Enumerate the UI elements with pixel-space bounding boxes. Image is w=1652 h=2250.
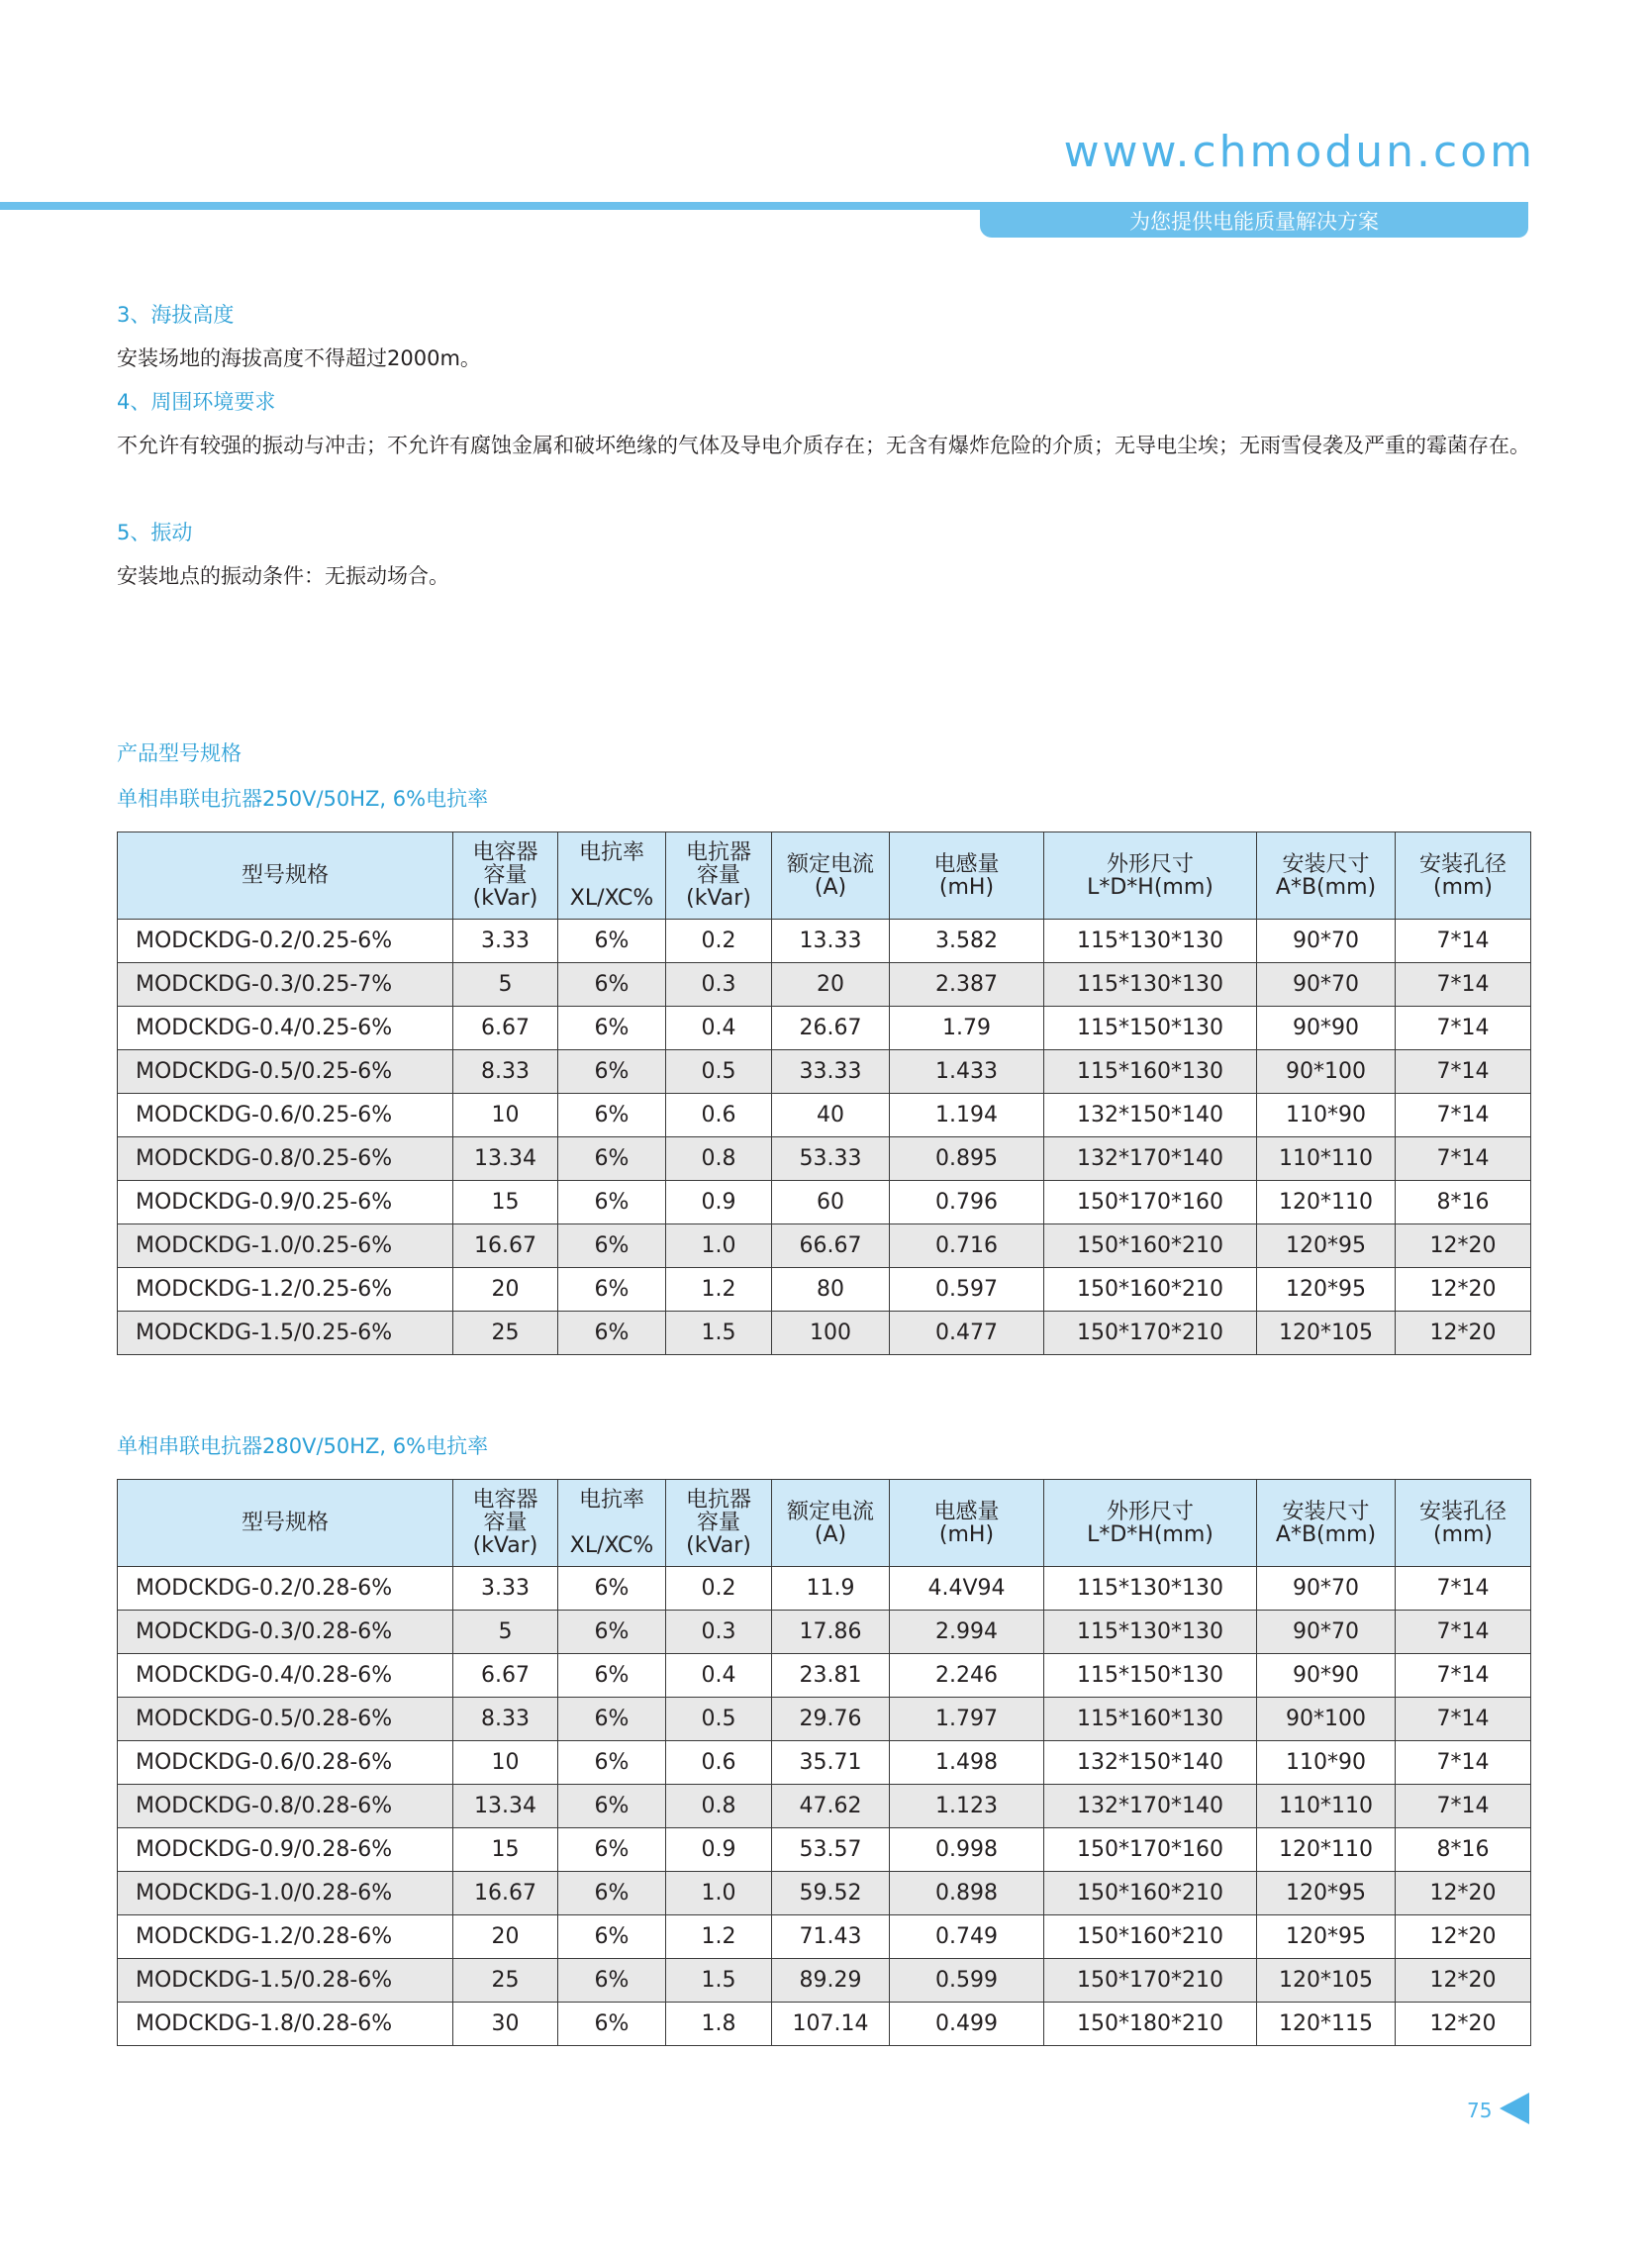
value-cell: 20: [453, 1268, 558, 1312]
value-cell: 1.8: [666, 2003, 772, 2046]
column-header: 型号规格: [118, 1480, 453, 1567]
model-cell: MODCKDG-0.5/0.25-6%: [118, 1050, 453, 1094]
value-cell: 6%: [558, 2003, 666, 2046]
section-body-vibration: 安装地点的振动条件：无振动场合。: [117, 564, 449, 588]
value-cell: 1.2: [666, 1268, 772, 1312]
table-row: [118, 1959, 1531, 2003]
value-cell: 120*105: [1257, 1312, 1396, 1355]
column-header: 电感量 (mH): [890, 1480, 1044, 1567]
value-cell: 6.67: [453, 1007, 558, 1050]
value-cell: 11.9: [772, 1567, 890, 1611]
value-cell: 132*170*140: [1044, 1137, 1257, 1181]
value-cell: 6%: [558, 1050, 666, 1094]
value-cell: 6%: [558, 920, 666, 963]
value-cell: 1.498: [890, 1741, 1044, 1785]
value-cell: 6%: [558, 1872, 666, 1915]
value-cell: 0.6: [666, 1741, 772, 1785]
column-header: 安装尺寸 A*B(mm): [1257, 1480, 1396, 1567]
value-cell: 1.0: [666, 1872, 772, 1915]
value-cell: 120*105: [1257, 1959, 1396, 2003]
value-cell: 59.52: [772, 1872, 890, 1915]
value-cell: 2.246: [890, 1654, 1044, 1698]
value-cell: 17.86: [772, 1611, 890, 1654]
value-cell: 1.123: [890, 1785, 1044, 1828]
value-cell: 7*14: [1396, 1785, 1531, 1828]
section-body-altitude: 安装场地的海拔高度不得超过2000m。: [117, 346, 481, 370]
table-row: [118, 1007, 1531, 1050]
value-cell: 35.71: [772, 1741, 890, 1785]
section-heading-vibration: 5、振动: [117, 521, 193, 544]
value-cell: 6%: [558, 1654, 666, 1698]
value-cell: 115*130*130: [1044, 1611, 1257, 1654]
table-row: [118, 2003, 1531, 2046]
value-cell: 90*70: [1257, 920, 1396, 963]
page-arrow-icon: [1500, 2093, 1529, 2124]
model-cell: MODCKDG-0.2/0.25-6%: [118, 920, 453, 963]
model-cell: MODCKDG-0.4/0.25-6%: [118, 1007, 453, 1050]
table-row: [118, 1224, 1531, 1268]
value-cell: 53.57: [772, 1828, 890, 1872]
value-cell: 10: [453, 1094, 558, 1137]
value-cell: 0.3: [666, 1611, 772, 1654]
table2-title: 单相串联电抗器280V/50HZ, 6%电抗率: [117, 1434, 489, 1458]
model-cell: MODCKDG-1.5/0.28-6%: [118, 1959, 453, 2003]
spec-table-250v: [117, 832, 1531, 1355]
value-cell: 90*70: [1257, 1611, 1396, 1654]
value-cell: 0.5: [666, 1050, 772, 1094]
value-cell: 0.5: [666, 1698, 772, 1741]
value-cell: 0.796: [890, 1181, 1044, 1224]
value-cell: 29.76: [772, 1698, 890, 1741]
model-cell: MODCKDG-0.3/0.28-6%: [118, 1611, 453, 1654]
table-row: [118, 1268, 1531, 1312]
value-cell: 10: [453, 1741, 558, 1785]
value-cell: 8.33: [453, 1050, 558, 1094]
value-cell: 0.3: [666, 963, 772, 1007]
model-cell: MODCKDG-0.6/0.28-6%: [118, 1741, 453, 1785]
value-cell: 1.2: [666, 1915, 772, 1959]
value-cell: 0.998: [890, 1828, 1044, 1872]
value-cell: 132*150*140: [1044, 1094, 1257, 1137]
value-cell: 7*14: [1396, 1698, 1531, 1741]
value-cell: 0.499: [890, 2003, 1044, 2046]
value-cell: 15: [453, 1828, 558, 1872]
value-cell: 150*160*210: [1044, 1268, 1257, 1312]
value-cell: 13.34: [453, 1137, 558, 1181]
table-row: [118, 1785, 1531, 1828]
value-cell: 5: [453, 1611, 558, 1654]
value-cell: 110*90: [1257, 1741, 1396, 1785]
value-cell: 7*14: [1396, 1094, 1531, 1137]
model-cell: MODCKDG-0.2/0.28-6%: [118, 1567, 453, 1611]
value-cell: 150*160*210: [1044, 1915, 1257, 1959]
value-cell: 1.79: [890, 1007, 1044, 1050]
model-cell: MODCKDG-1.0/0.25-6%: [118, 1224, 453, 1268]
model-cell: MODCKDG-1.8/0.28-6%: [118, 2003, 453, 2046]
value-cell: 12*20: [1396, 1268, 1531, 1312]
model-cell: MODCKDG-0.4/0.28-6%: [118, 1654, 453, 1698]
value-cell: 7*14: [1396, 1007, 1531, 1050]
header-tagline: 为您提供电能质量解决方案: [980, 206, 1528, 238]
value-cell: 150*160*210: [1044, 1224, 1257, 1268]
value-cell: 1.433: [890, 1050, 1044, 1094]
value-cell: 132*170*140: [1044, 1785, 1257, 1828]
value-cell: 90*70: [1257, 1567, 1396, 1611]
value-cell: 0.716: [890, 1224, 1044, 1268]
value-cell: 7*14: [1396, 963, 1531, 1007]
table1-title: 单相串联电抗器250V/50HZ, 6%电抗率: [117, 787, 489, 811]
spec-title: 产品型号规格: [117, 741, 242, 765]
value-cell: 115*130*130: [1044, 963, 1257, 1007]
value-cell: 150*160*210: [1044, 1872, 1257, 1915]
table-row: [118, 1611, 1531, 1654]
value-cell: 0.2: [666, 920, 772, 963]
value-cell: 150*170*160: [1044, 1181, 1257, 1224]
column-header: 额定电流 (A): [772, 1480, 890, 1567]
value-cell: 6%: [558, 1268, 666, 1312]
value-cell: 7*14: [1396, 1567, 1531, 1611]
value-cell: 120*110: [1257, 1181, 1396, 1224]
value-cell: 120*95: [1257, 1268, 1396, 1312]
value-cell: 90*90: [1257, 1007, 1396, 1050]
value-cell: 7*14: [1396, 920, 1531, 963]
value-cell: 66.67: [772, 1224, 890, 1268]
value-cell: 6.67: [453, 1654, 558, 1698]
value-cell: 12*20: [1396, 1224, 1531, 1268]
value-cell: 8*16: [1396, 1181, 1531, 1224]
column-header: 电容器 容量 (kVar): [453, 1480, 558, 1567]
value-cell: 110*110: [1257, 1785, 1396, 1828]
value-cell: 0.749: [890, 1915, 1044, 1959]
model-cell: MODCKDG-0.6/0.25-6%: [118, 1094, 453, 1137]
table-row: [118, 1915, 1531, 1959]
value-cell: 6%: [558, 1915, 666, 1959]
value-cell: 90*100: [1257, 1050, 1396, 1094]
table-row: [118, 1312, 1531, 1355]
value-cell: 120*115: [1257, 2003, 1396, 2046]
value-cell: 1.0: [666, 1224, 772, 1268]
value-cell: 120*95: [1257, 1872, 1396, 1915]
model-cell: MODCKDG-0.3/0.25-7%: [118, 963, 453, 1007]
value-cell: 8.33: [453, 1698, 558, 1741]
value-cell: 12*20: [1396, 1915, 1531, 1959]
column-header: 外形尺寸 L*D*H(mm): [1044, 832, 1257, 920]
value-cell: 115*130*130: [1044, 1567, 1257, 1611]
value-cell: 115*130*130: [1044, 920, 1257, 963]
model-cell: MODCKDG-1.2/0.28-6%: [118, 1915, 453, 1959]
value-cell: 7*14: [1396, 1050, 1531, 1094]
table-row: [118, 1181, 1531, 1224]
value-cell: 6%: [558, 1567, 666, 1611]
column-header: 安装孔径 (mm): [1396, 832, 1531, 920]
table-row: [118, 1698, 1531, 1741]
value-cell: 7*14: [1396, 1611, 1531, 1654]
column-header: 电感量 (mH): [890, 832, 1044, 920]
value-cell: 30: [453, 2003, 558, 2046]
column-header: 电抗器 容量 (kVar): [666, 1480, 772, 1567]
value-cell: 20: [453, 1915, 558, 1959]
value-cell: 3.582: [890, 920, 1044, 963]
table-row: [118, 1050, 1531, 1094]
model-cell: MODCKDG-1.0/0.28-6%: [118, 1872, 453, 1915]
model-cell: MODCKDG-0.8/0.28-6%: [118, 1785, 453, 1828]
value-cell: 80: [772, 1268, 890, 1312]
value-cell: 6%: [558, 1959, 666, 2003]
value-cell: 6%: [558, 1698, 666, 1741]
value-cell: 120*95: [1257, 1915, 1396, 1959]
value-cell: 40: [772, 1094, 890, 1137]
value-cell: 6%: [558, 1224, 666, 1268]
model-cell: MODCKDG-1.5/0.25-6%: [118, 1312, 453, 1355]
value-cell: 8*16: [1396, 1828, 1531, 1872]
value-cell: 150*170*210: [1044, 1312, 1257, 1355]
value-cell: 132*150*140: [1044, 1741, 1257, 1785]
value-cell: 0.895: [890, 1137, 1044, 1181]
value-cell: 7*14: [1396, 1741, 1531, 1785]
value-cell: 6%: [558, 1137, 666, 1181]
value-cell: 7*14: [1396, 1137, 1531, 1181]
value-cell: 16.67: [453, 1224, 558, 1268]
value-cell: 6%: [558, 1785, 666, 1828]
value-cell: 0.597: [890, 1268, 1044, 1312]
value-cell: 12*20: [1396, 1312, 1531, 1355]
value-cell: 0.9: [666, 1828, 772, 1872]
value-cell: 25: [453, 1312, 558, 1355]
value-cell: 1.194: [890, 1094, 1044, 1137]
table-header-row: [118, 832, 1531, 920]
table-row: [118, 920, 1531, 963]
value-cell: 3.33: [453, 1567, 558, 1611]
value-cell: 89.29: [772, 1959, 890, 2003]
value-cell: 0.2: [666, 1567, 772, 1611]
value-cell: 26.67: [772, 1007, 890, 1050]
page-number: 75: [1467, 2099, 1493, 2122]
value-cell: 3.33: [453, 920, 558, 963]
value-cell: 0.4: [666, 1654, 772, 1698]
value-cell: 12*20: [1396, 1872, 1531, 1915]
value-cell: 6%: [558, 1312, 666, 1355]
value-cell: 15: [453, 1181, 558, 1224]
table-row: [118, 1872, 1531, 1915]
column-header: 型号规格: [118, 832, 453, 920]
value-cell: 53.33: [772, 1137, 890, 1181]
column-header: 电抗率 XL/XC%: [558, 832, 666, 920]
value-cell: 90*90: [1257, 1654, 1396, 1698]
column-header: 额定电流 (A): [772, 832, 890, 920]
value-cell: 115*160*130: [1044, 1698, 1257, 1741]
value-cell: 2.994: [890, 1611, 1044, 1654]
table-header-row: [118, 1480, 1531, 1567]
value-cell: 90*70: [1257, 963, 1396, 1007]
value-cell: 16.67: [453, 1872, 558, 1915]
value-cell: 12*20: [1396, 1959, 1531, 2003]
column-header: 安装尺寸 A*B(mm): [1257, 832, 1396, 920]
table-row: [118, 1828, 1531, 1872]
website-url: www.chmodun.com: [1063, 127, 1535, 177]
value-cell: 12*20: [1396, 2003, 1531, 2046]
value-cell: 0.8: [666, 1137, 772, 1181]
section-heading-altitude: 3、海拔高度: [117, 303, 235, 327]
value-cell: 90*100: [1257, 1698, 1396, 1741]
value-cell: 150*170*160: [1044, 1828, 1257, 1872]
value-cell: 0.4: [666, 1007, 772, 1050]
model-cell: MODCKDG-1.2/0.25-6%: [118, 1268, 453, 1312]
value-cell: 6%: [558, 1828, 666, 1872]
value-cell: 0.6: [666, 1094, 772, 1137]
table-row: [118, 1741, 1531, 1785]
value-cell: 7*14: [1396, 1654, 1531, 1698]
value-cell: 6%: [558, 1181, 666, 1224]
section-heading-environment: 4、周围环境要求: [117, 390, 276, 414]
table-row: [118, 1654, 1531, 1698]
value-cell: 33.33: [772, 1050, 890, 1094]
value-cell: 60: [772, 1181, 890, 1224]
value-cell: 115*160*130: [1044, 1050, 1257, 1094]
value-cell: 6%: [558, 1611, 666, 1654]
value-cell: 150*170*210: [1044, 1959, 1257, 2003]
value-cell: 1.797: [890, 1698, 1044, 1741]
value-cell: 150*180*210: [1044, 2003, 1257, 2046]
value-cell: 110*90: [1257, 1094, 1396, 1137]
value-cell: 23.81: [772, 1654, 890, 1698]
value-cell: 115*150*130: [1044, 1654, 1257, 1698]
column-header: 电抗器 容量 (kVar): [666, 832, 772, 920]
value-cell: 6%: [558, 1007, 666, 1050]
value-cell: 107.14: [772, 2003, 890, 2046]
value-cell: 100: [772, 1312, 890, 1355]
value-cell: 13.33: [772, 920, 890, 963]
value-cell: 0.8: [666, 1785, 772, 1828]
value-cell: 0.599: [890, 1959, 1044, 2003]
value-cell: 6%: [558, 963, 666, 1007]
model-cell: MODCKDG-0.9/0.25-6%: [118, 1181, 453, 1224]
column-header: 电抗率 XL/XC%: [558, 1480, 666, 1567]
value-cell: 6%: [558, 1741, 666, 1785]
column-header: 安装孔径 (mm): [1396, 1480, 1531, 1567]
column-header: 外形尺寸 L*D*H(mm): [1044, 1480, 1257, 1567]
value-cell: 120*95: [1257, 1224, 1396, 1268]
value-cell: 5: [453, 963, 558, 1007]
column-header: 电容器 容量 (kVar): [453, 832, 558, 920]
model-cell: MODCKDG-0.9/0.28-6%: [118, 1828, 453, 1872]
table-row: [118, 1137, 1531, 1181]
value-cell: 0.9: [666, 1181, 772, 1224]
value-cell: 110*110: [1257, 1137, 1396, 1181]
table-row: [118, 1094, 1531, 1137]
value-cell: 120*110: [1257, 1828, 1396, 1872]
value-cell: 2.387: [890, 963, 1044, 1007]
value-cell: 47.62: [772, 1785, 890, 1828]
value-cell: 4.4V94: [890, 1567, 1044, 1611]
table-row: [118, 1567, 1531, 1611]
value-cell: 71.43: [772, 1915, 890, 1959]
spec-table-280v: [117, 1479, 1531, 2046]
value-cell: 115*150*130: [1044, 1007, 1257, 1050]
section-body-environment: 不允许有较强的振动与冲击；不允许有腐蚀金属和破坏绝缘的气体及导电介质存在；无含有爆炸危险的介质；无导电尘埃；无雨雪侵袭及严重的霉菌存在。: [117, 434, 1530, 457]
value-cell: 6%: [558, 1094, 666, 1137]
value-cell: 13.34: [453, 1785, 558, 1828]
value-cell: 25: [453, 1959, 558, 2003]
model-cell: MODCKDG-0.8/0.25-6%: [118, 1137, 453, 1181]
value-cell: 1.5: [666, 1959, 772, 2003]
value-cell: 1.5: [666, 1312, 772, 1355]
value-cell: 0.898: [890, 1872, 1044, 1915]
model-cell: MODCKDG-0.5/0.28-6%: [118, 1698, 453, 1741]
table-row: [118, 963, 1531, 1007]
value-cell: 0.477: [890, 1312, 1044, 1355]
value-cell: 20: [772, 963, 890, 1007]
